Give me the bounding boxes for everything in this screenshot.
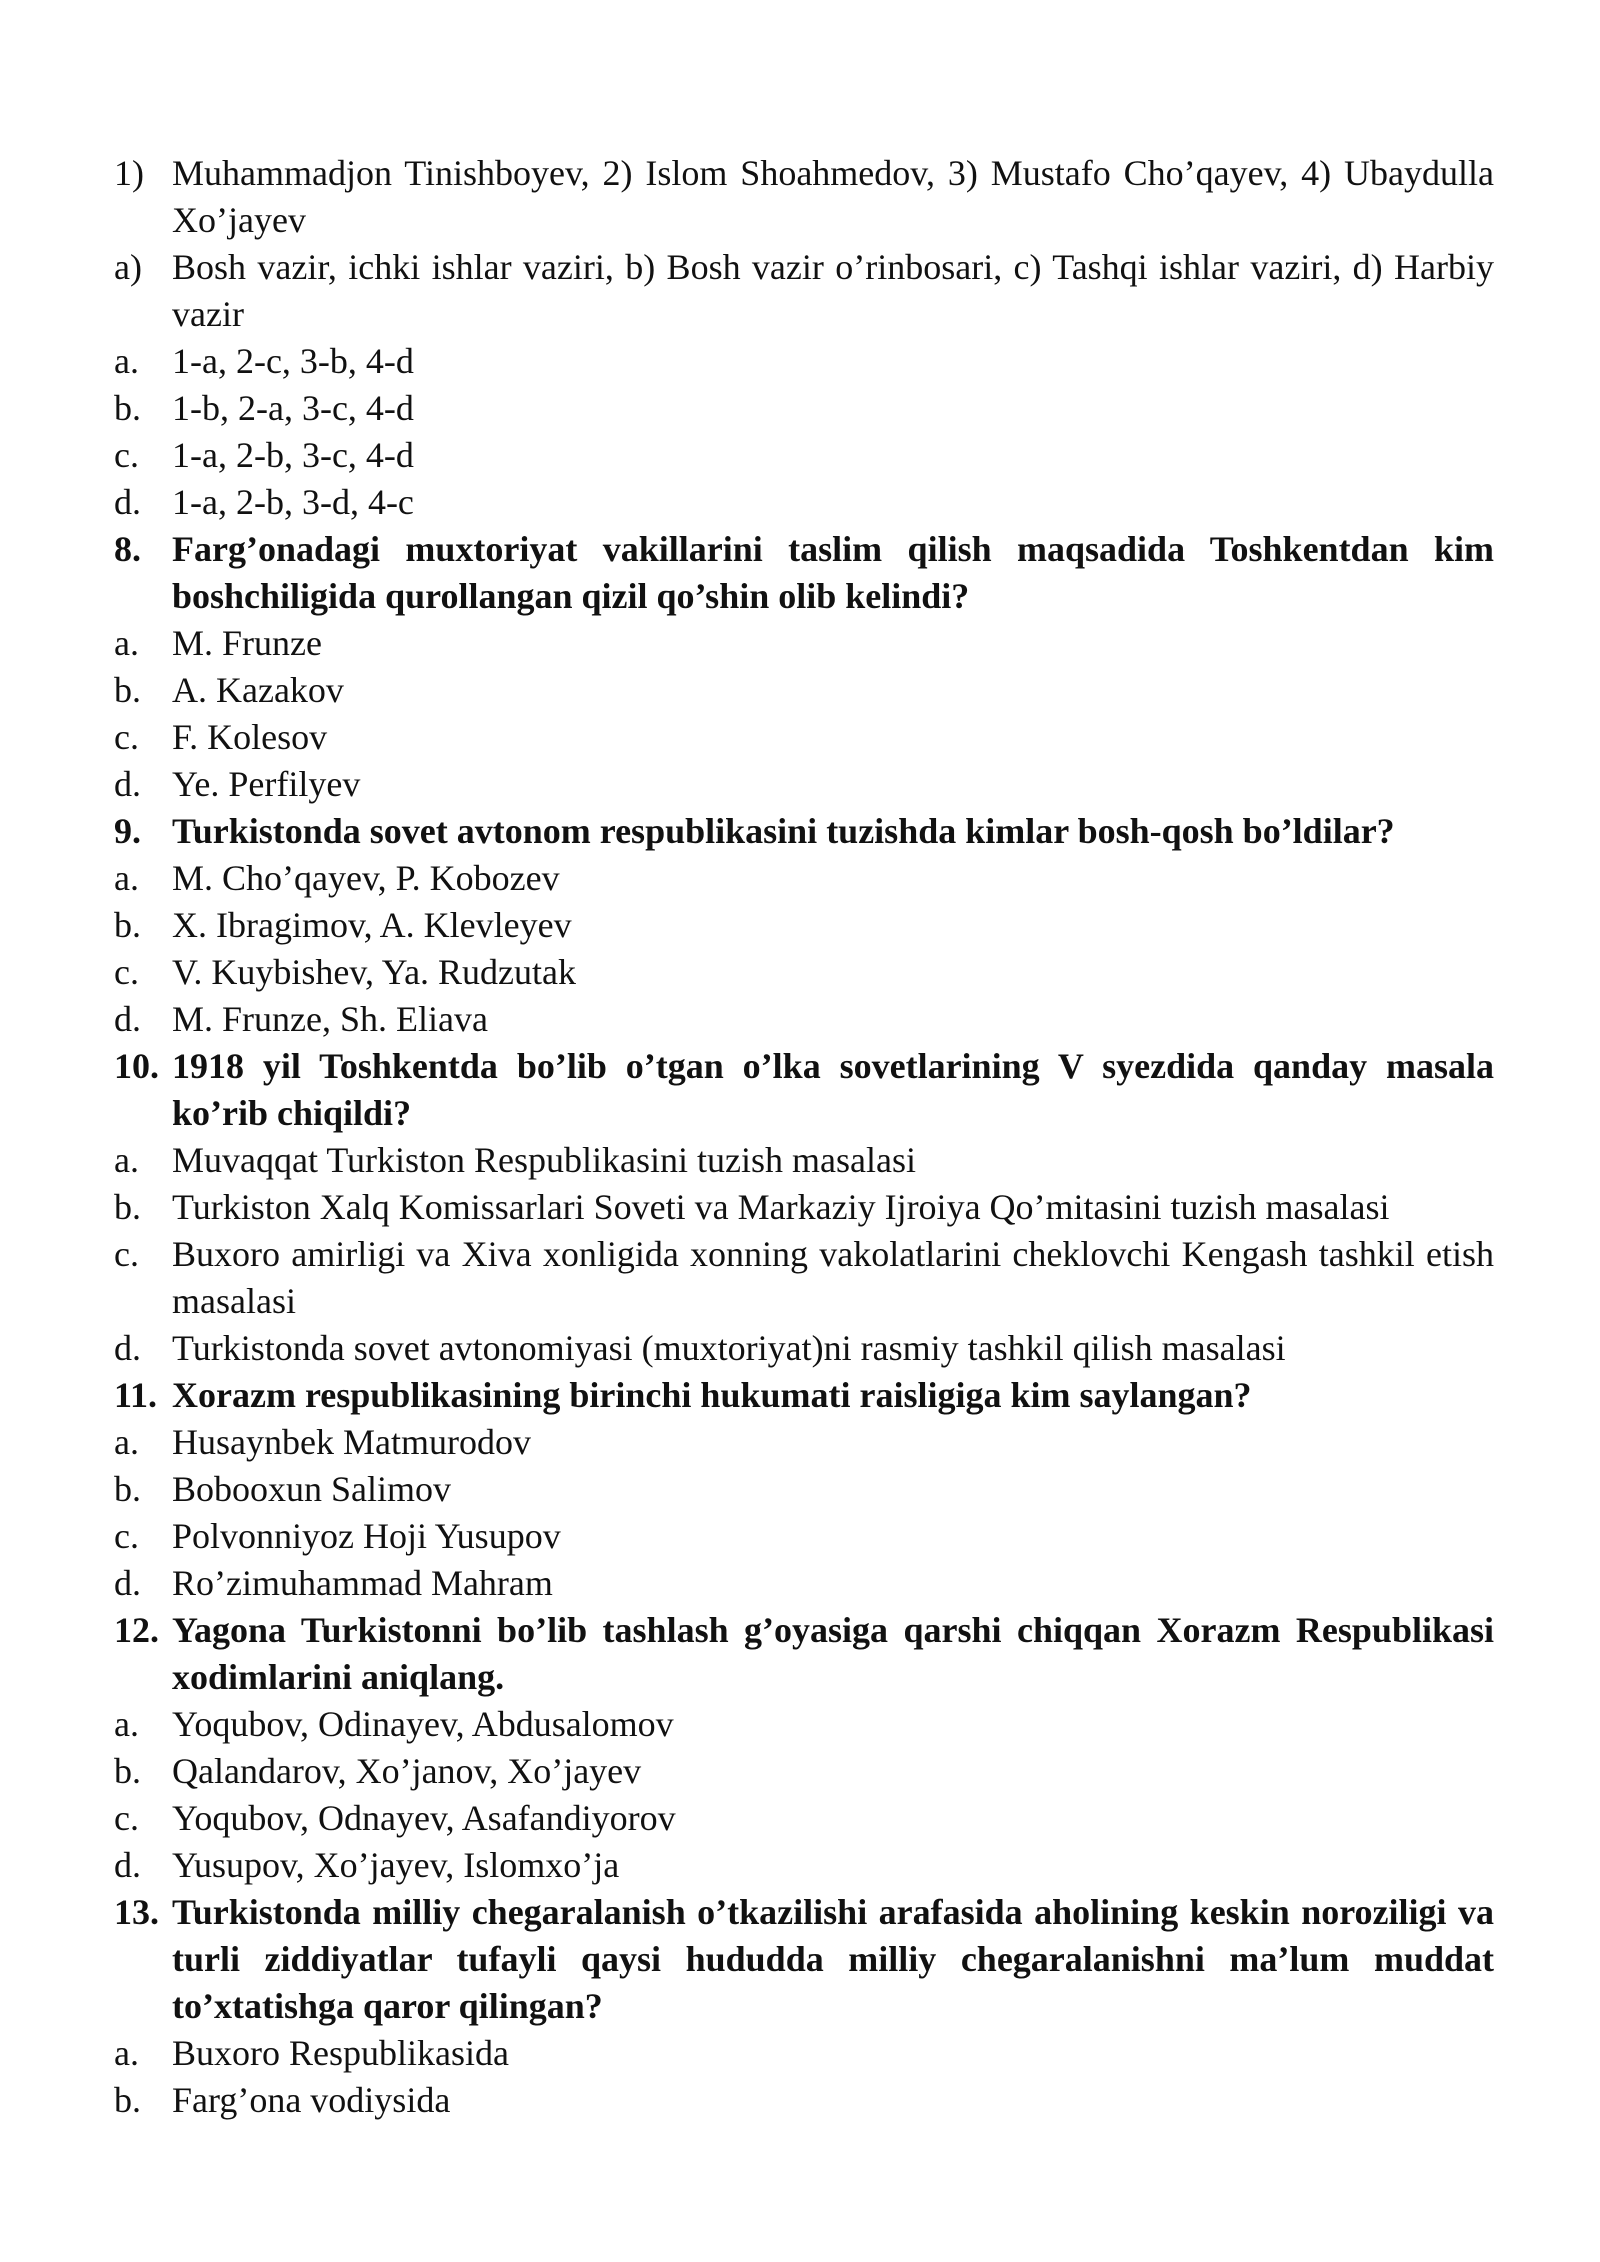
option-text: Farg’ona vodiysida [172, 2080, 451, 2120]
answer-option [114, 1513, 1494, 1560]
option-marker: c. [114, 1798, 139, 1838]
option-text: Ye. Perfilyev [172, 764, 361, 804]
option-marker: a. [114, 858, 139, 898]
item-marker: a) [114, 247, 142, 287]
matching-item [114, 244, 1494, 338]
answer-option [114, 1325, 1494, 1372]
option-marker: a. [114, 1704, 139, 1744]
option-marker: d. [114, 764, 141, 804]
question-number: 8. [114, 529, 141, 569]
question-text: Farg’onadagi muxtoriyat vakillarini taslim qilish maqsadida Toshkentdan kim boshchiligida qurollangan qizil qo’shin olib kelindi? [172, 529, 1494, 616]
option-marker: d. [114, 1328, 141, 1368]
option-marker: c. [114, 1516, 139, 1556]
answer-option [114, 1701, 1494, 1748]
answer-option [114, 338, 1494, 385]
answer-option [114, 620, 1494, 667]
option-marker: d. [114, 999, 141, 1039]
option-marker: a. [114, 2033, 139, 2073]
question-heading [114, 1607, 1494, 1701]
option-marker: a. [114, 341, 139, 381]
question-heading [114, 1043, 1494, 1137]
question-heading [114, 808, 1494, 855]
answer-option [114, 855, 1494, 902]
option-text: 1-b, 2-a, 3-c, 4-d [172, 388, 414, 428]
option-marker: a. [114, 1140, 139, 1180]
matching-item [114, 150, 1494, 244]
option-text: M. Frunze [172, 623, 322, 663]
option-marker: b. [114, 2080, 141, 2120]
answer-option [114, 1419, 1494, 1466]
option-text: Yoqubov, Odnayev, Asafandiyorov [172, 1798, 676, 1838]
answer-option [114, 902, 1494, 949]
answer-option [114, 949, 1494, 996]
option-marker: b. [114, 388, 141, 428]
option-marker: c. [114, 952, 139, 992]
answer-option [114, 432, 1494, 479]
answer-option [114, 385, 1494, 432]
option-marker: c. [114, 717, 139, 757]
option-text: Buxoro Respublikasida [172, 2033, 509, 2073]
answer-option [114, 1748, 1494, 1795]
question-number: 13. [114, 1892, 159, 1932]
option-marker: c. [114, 435, 139, 475]
option-text: Muvaqqat Turkiston Respublikasini tuzish masalasi [172, 1140, 916, 1180]
answer-option [114, 1184, 1494, 1231]
answer-option [114, 1231, 1494, 1325]
option-marker: d. [114, 1563, 141, 1603]
answer-option [114, 1560, 1494, 1607]
option-text: 1-a, 2-b, 3-c, 4-d [172, 435, 414, 475]
question-text: Turkistonda milliy chegaralanish o’tkazilishi arafasida aholining keskin noroziligi va turli ziddiyatlar tufayli qaysi hududda milliy chegaralanishni ma’lum muddat to’xtatishga qaror qilingan? [172, 1892, 1494, 2026]
option-marker: a. [114, 1422, 139, 1462]
question-text: Xorazm respublikasining birinchi hukumati raisligiga kim saylangan? [172, 1375, 1252, 1415]
option-text: Bobooxun Salimov [172, 1469, 452, 1509]
option-text: Qalandarov, Xo’janov, Xo’jayev [172, 1751, 642, 1791]
answer-option [114, 1137, 1494, 1184]
option-text: M. Frunze, Sh. Eliava [172, 999, 488, 1039]
option-marker: c. [114, 1234, 139, 1274]
question-heading [114, 1889, 1494, 2030]
option-text: M. Cho’qayev, P. Kobozev [172, 858, 560, 898]
answer-option [114, 761, 1494, 808]
question-text: Yagona Turkistonni bo’lib tashlash g’oyasiga qarshi chiqqan Xorazm Respublikasi xodimlarini aniqlang. [172, 1610, 1494, 1697]
option-marker: a. [114, 623, 139, 663]
option-text: A. Kazakov [172, 670, 344, 710]
option-text: Polvonniyoz Hoji Yusupov [172, 1516, 561, 1556]
item-text: Bosh vazir, ichki ishlar vaziri, b) Bosh vazir o’rinbosari, c) Tashqi ishlar vaziri, d) Harbiy vazir [172, 247, 1494, 334]
option-text: X. Ibragimov, A. Klevleyev [172, 905, 572, 945]
question-number: 11. [114, 1375, 158, 1415]
option-text: 1-a, 2-b, 3-d, 4-c [172, 482, 414, 522]
option-text: Yoqubov, Odinayev, Abdusalomov [172, 1704, 674, 1744]
question-number: 12. [114, 1610, 159, 1650]
option-text: Turkistonda sovet avtonomiyasi (muxtoriyat)ni rasmiy tashkil qilish masalasi [172, 1328, 1286, 1368]
option-marker: d. [114, 1845, 141, 1885]
question-heading [114, 1372, 1494, 1419]
question-number: 9. [114, 811, 141, 851]
option-text: Buxoro amirligi va Xiva xonligida xonning vakolatlarini cheklovchi Kengash tashkil etish masalasi [172, 1234, 1494, 1321]
answer-option [114, 996, 1494, 1043]
document-body [114, 150, 1494, 2124]
answer-option [114, 667, 1494, 714]
answer-option [114, 2077, 1494, 2124]
option-text: Ro’zimuhammad Mahram [172, 1563, 553, 1603]
option-marker: b. [114, 1469, 141, 1509]
option-marker: b. [114, 1751, 141, 1791]
answer-option [114, 714, 1494, 761]
option-text: Husaynbek Matmurodov [172, 1422, 531, 1462]
option-text: 1-a, 2-c, 3-b, 4-d [172, 341, 414, 381]
answer-option [114, 2030, 1494, 2077]
option-marker: b. [114, 905, 141, 945]
question-heading [114, 526, 1494, 620]
question-number: 10. [114, 1046, 159, 1086]
option-text: V. Kuybishev, Ya. Rudzutak [172, 952, 577, 992]
item-text: Muhammadjon Tinishboyev, 2) Islom Shoahmedov, 3) Mustafo Cho’qayev, 4) Ubaydulla Xo’jayev [172, 153, 1494, 240]
question-text: 1918 yil Toshkentda bo’lib o’tgan o’lka sovetlarining V syezdida qanday masala ko’rib chiqildi? [172, 1046, 1494, 1133]
option-text: Yusupov, Xo’jayev, Islomxo’ja [172, 1845, 620, 1885]
option-text: Turkiston Xalq Komissarlari Soveti va Markaziy Ijroiya Qo’mitasini tuzish masalasi [172, 1187, 1390, 1227]
option-text: F. Kolesov [172, 717, 328, 757]
answer-option [114, 1466, 1494, 1513]
question-text: Turkistonda sovet avtonom respublikasini tuzishda kimlar bosh-qosh bo’ldilar? [172, 811, 1395, 851]
answer-option [114, 479, 1494, 526]
option-marker: b. [114, 1187, 141, 1227]
item-marker: 1) [114, 153, 144, 193]
option-marker: b. [114, 670, 141, 710]
option-marker: d. [114, 482, 141, 522]
answer-option [114, 1842, 1494, 1889]
answer-option [114, 1795, 1494, 1842]
